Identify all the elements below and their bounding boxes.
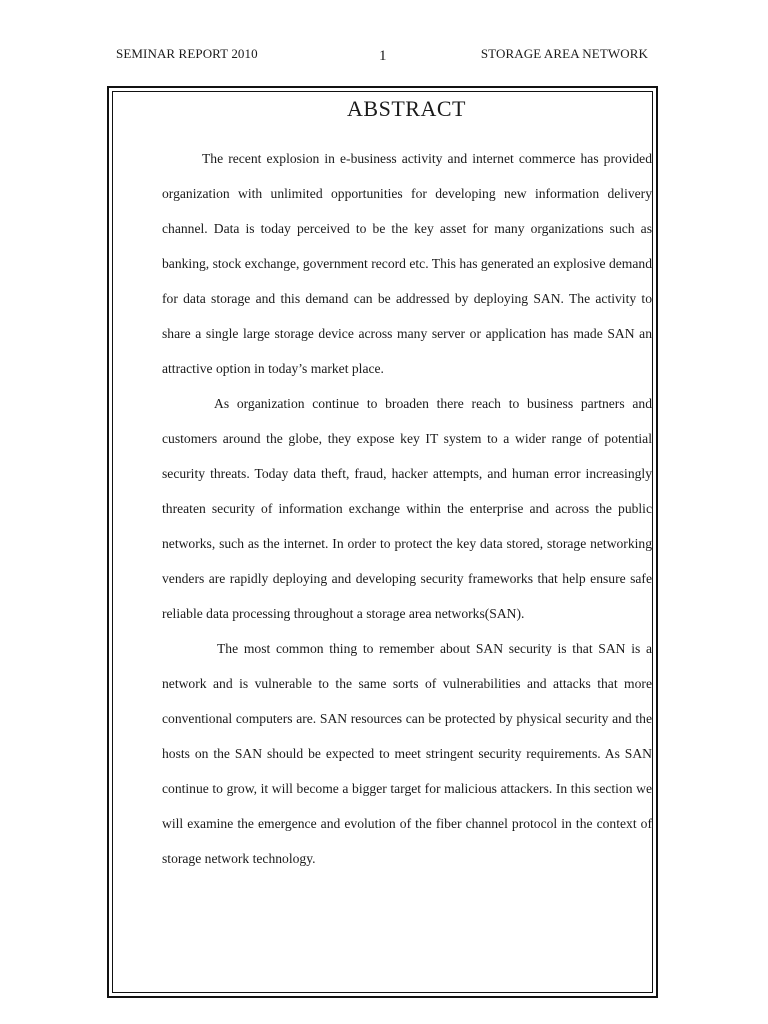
header-report-title: SEMINAR REPORT 2010: [116, 46, 258, 61]
abstract-body: [162, 141, 652, 876]
abstract-paragraph-1: The recent explosion in e-business activity and internet commerce has provided organization with unlimited opportunities for developing new information delivery channel. Data is today perceived to be the key asset for many organizations such as banking, stock exchange, government record etc. This has generated an explosive demand for data storage and this demand can be addressed by deploying SAN. The activity to share a single large storage device across many server or application has made SAN an attractive option in today’s market place.: [162, 151, 652, 376]
page-number: 1: [379, 48, 387, 64]
section-title: ABSTRACT: [347, 96, 466, 121]
page-header: [0, 44, 768, 68]
abstract-paragraph-2: As organization continue to broaden there reach to business partners and customers around the globe, they expose key IT system to a wider range of potential security threats. Today data theft, fraud, hacker attempts, and human error increasingly threaten security of information exchange within the enterprise and across the public networks, such as the internet. In order to protect the key data stored, storage networking venders are rapidly deploying and developing security frameworks that help ensure safe reliable data processing throughout a storage area networks(SAN).: [162, 396, 652, 621]
abstract-paragraph-3: The most common thing to remember about SAN security is that SAN is a network and is vulnerable to the same sorts of vulnerabilities and attacks that more conventional computers are. SAN resources can be protected by physical security and the hosts on the SAN should be expected to meet stringent security requirements. As SAN continue to grow, it will become a bigger target for malicious attackers. In this section we will examine the emergence and evolution of the fiber channel protocol in the context of storage network technology.: [162, 641, 652, 866]
header-topic-title: STORAGE AREA NETWORK: [480, 46, 648, 61]
